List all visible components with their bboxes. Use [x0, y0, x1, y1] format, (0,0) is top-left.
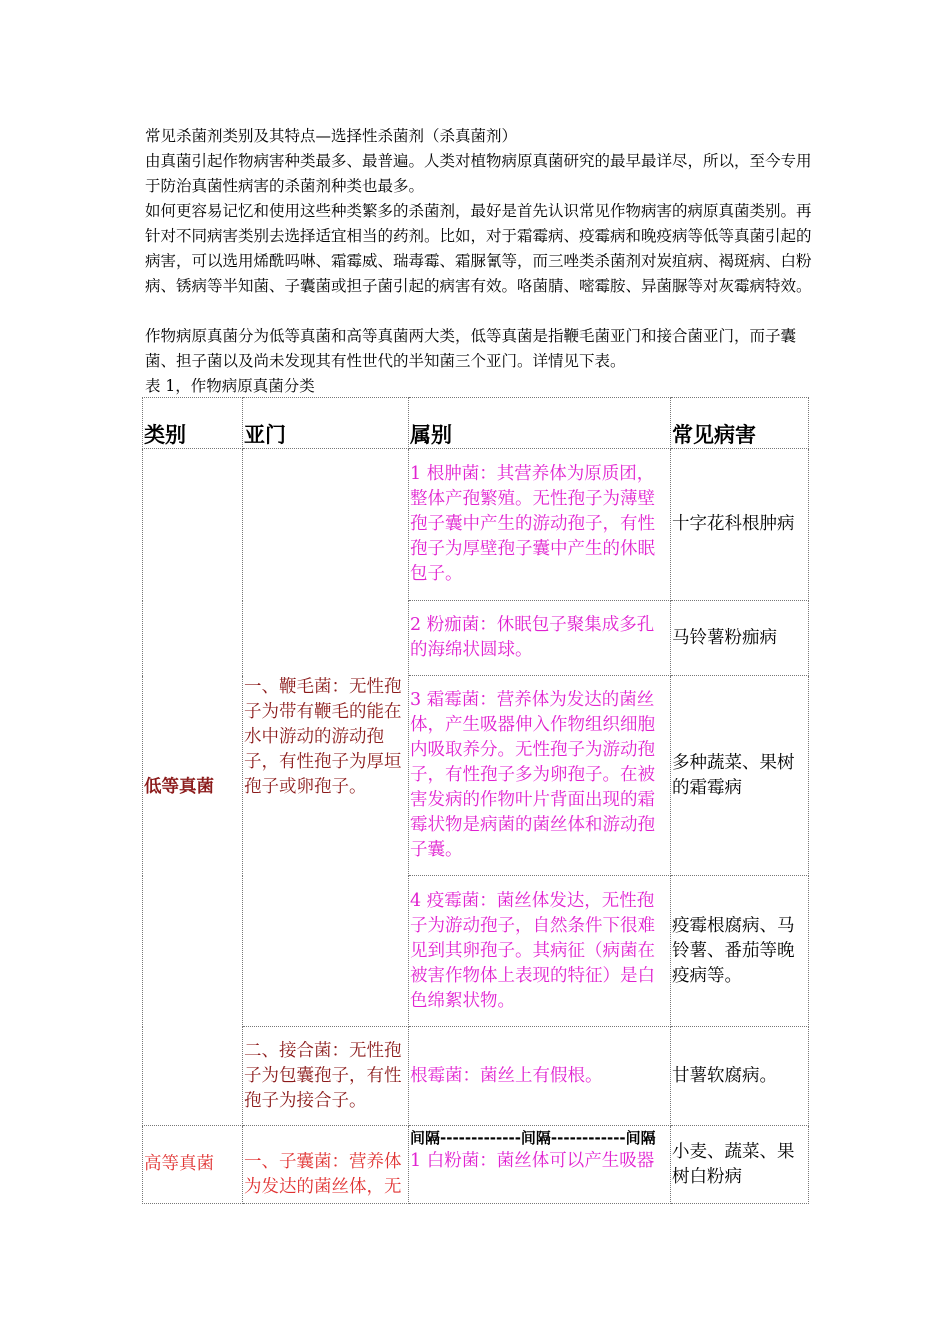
- subphylum-ascomycete: 一、子囊菌：营养体为发达的菌丝体，无: [243, 1126, 409, 1204]
- disease-cell: 甘薯软腐病。: [671, 1027, 809, 1126]
- header-subphylum: 亚门: [243, 398, 409, 449]
- table-row: [143, 1126, 809, 1204]
- category-low-fungi: 低等真菌: [143, 449, 243, 1126]
- subphylum-zygomycete: 二、接合菌：无性孢子为包囊孢子，有性孢子为接合子。: [243, 1027, 409, 1126]
- intro-paragraph: 由真菌引起作物病害种类最多、最普遍。人类对植物病原真菌研究的最早最详尽，所以，至今专用于防治真菌性病害的杀菌剂种类也最多。: [145, 152, 812, 195]
- table-header-row: [143, 398, 809, 449]
- genus-cell: 2 粉痂菌：休眠包子聚集成多孔的海绵状圆球。: [409, 601, 671, 676]
- separator-text: 间隔-------------间隔------------间隔: [410, 1129, 656, 1147]
- disease-cell: 十字花科根肿病: [671, 449, 809, 601]
- disease-cell: 马铃薯粉痂病: [671, 601, 809, 676]
- classification-paragraph: 作物病原真菌分为低等真菌和高等真菌两大类，低等真菌是指鞭毛菌亚门和接合菌亚门，而子囊菌、担子菌以及尚未发现其有性世代的半知菌三个亚门。详情见下表。: [145, 327, 797, 370]
- genus-cell: 根霉菌：菌丝上有假根。: [409, 1027, 671, 1126]
- table-row: [143, 449, 809, 601]
- table-caption: 表 1，作物病原真菌分类: [145, 377, 315, 395]
- genus-text: 1 白粉菌：菌丝体可以产生吸器: [410, 1151, 655, 1171]
- disease-cell: 疫霉根腐病、马铃薯、番茄等晚疫病等。: [671, 876, 809, 1027]
- table-row: [143, 1027, 809, 1126]
- document-title: 常见杀菌剂类别及其特点—选择性杀菌剂（杀真菌剂）: [145, 127, 518, 145]
- genus-cell: 3 霜霉菌：营养体为发达的菌丝体，产生吸器伸入作物组织细胞内吸取养分。无性孢子为游动孢子，有性孢子多为卵孢子。在被害发病的作物叶片背面出现的霜霉状物是病菌的菌丝体和游动孢子囊。: [409, 676, 671, 876]
- fungi-classification-table: [142, 397, 809, 1204]
- header-category: 类别: [143, 398, 243, 449]
- genus-cell: 4 疫霉菌：菌丝体发达，无性孢子为游动孢子，自然条件下很难见到其卵孢子。其病征（病菌在被害作物体上表现的特征）是白色绵絮状物。: [409, 876, 671, 1027]
- category-high-fungi: 高等真菌: [143, 1126, 243, 1204]
- genus-cell: 1 根肿菌：其营养体为原质团，整体产孢繁殖。无性孢子为薄壁孢子囊中产生的游动孢子，有性孢子为厚壁孢子囊中产生的休眠包子。: [409, 449, 671, 601]
- genus-cell: [409, 1126, 671, 1204]
- disease-cell: 小麦、蔬菜、果树白粉病: [671, 1126, 809, 1204]
- disease-cell: 多种蔬菜、果树的霜霉病: [671, 676, 809, 876]
- selection-paragraph: 如何更容易记忆和使用这些种类繁多的杀菌剂，最好是首先认识常见作物病害的病原真菌类别。再针对不同病害类别去选择适宜相当的药剂。比如，对于霜霉病、疫霉病和晚疫病等低等真菌引起的病害，可以选用烯酰吗啉、霜霉威、瑞毒霉、霜脲氰等，而三唑类杀菌剂对炭疽病、褐斑病、白粉病、锈病等半知菌、子囊菌或担子菌引起的病害有效。咯菌腈、嘧霉胺、异菌脲等对灰霉病特效。: [145, 202, 812, 295]
- header-disease: 常见病害: [671, 398, 809, 449]
- header-genus: 属别: [409, 398, 671, 449]
- subphylum-flagellate: 一、鞭毛菌：无性孢子为带有鞭毛的能在水中游动的游动孢子，有性孢子为厚垣孢子或卵孢子。: [243, 449, 409, 1027]
